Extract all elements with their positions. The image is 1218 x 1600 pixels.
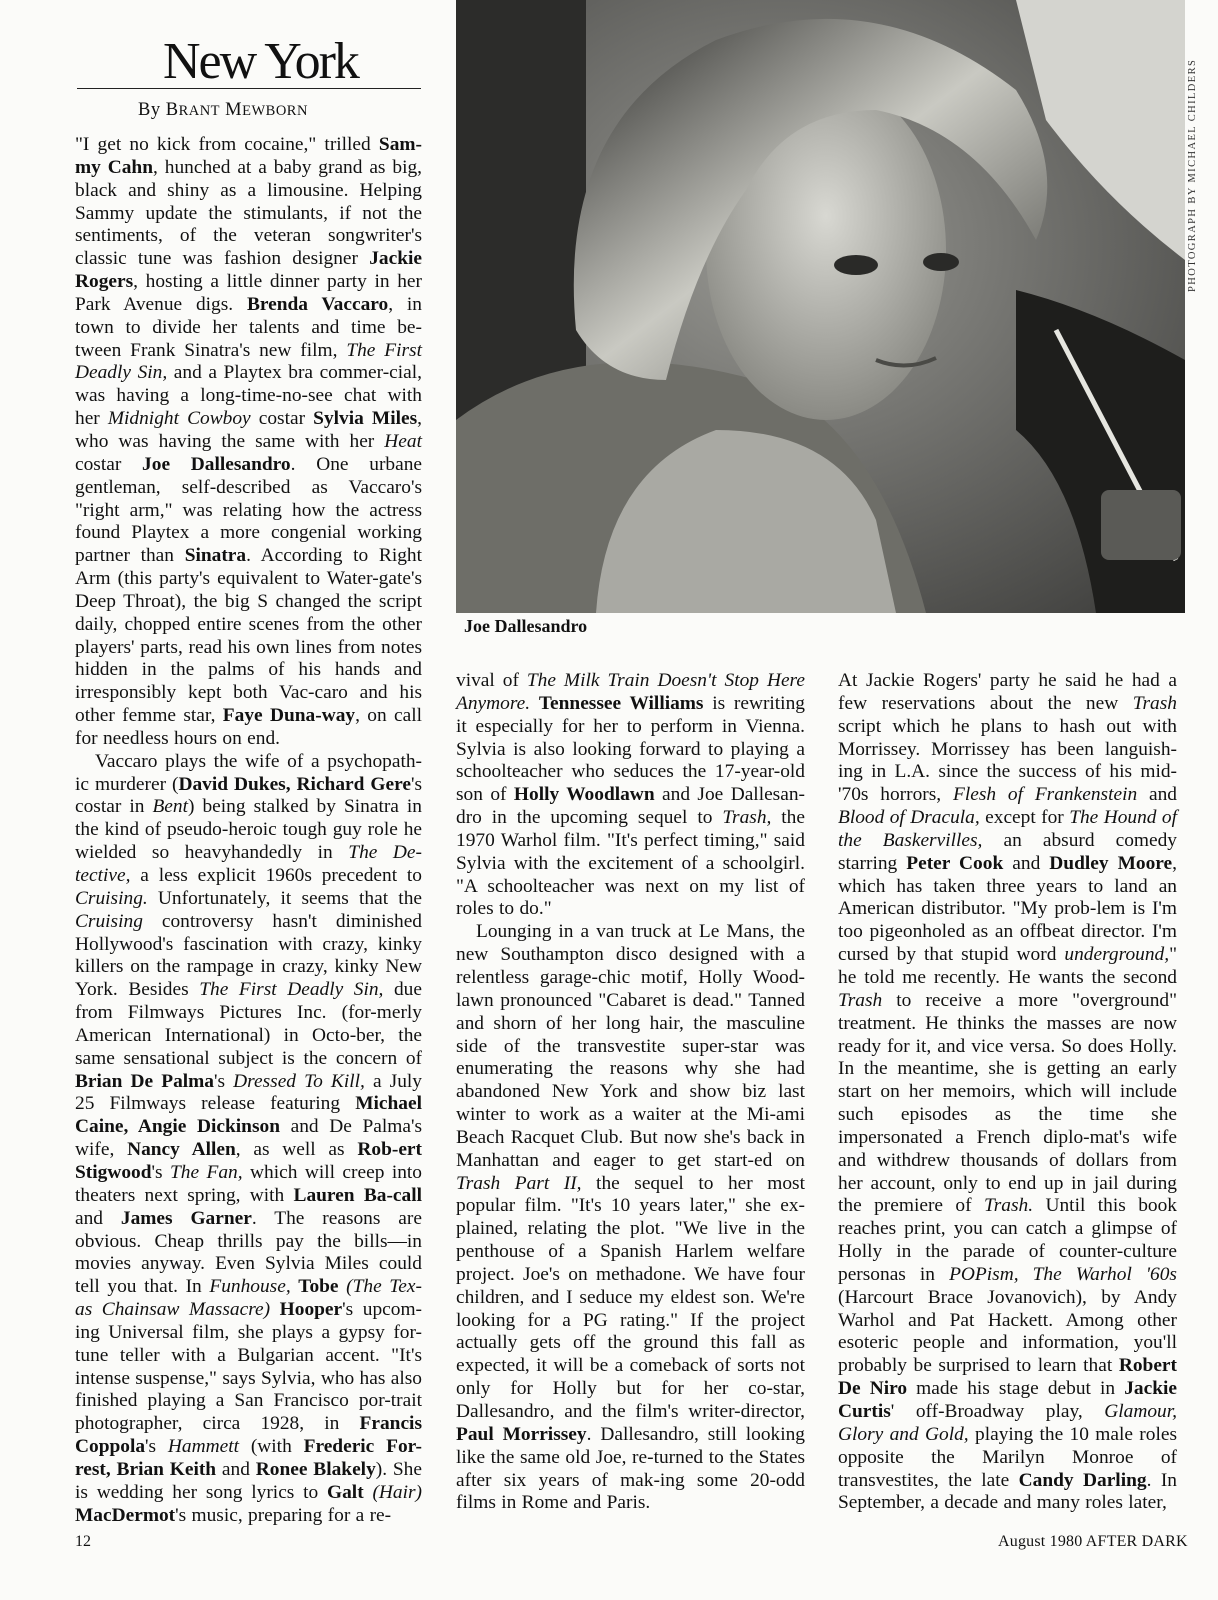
name-emphasis: David Dukes, Richard Gere: [178, 773, 411, 795]
title-emphasis: Midnight Cowboy: [107, 408, 251, 430]
photo-caption: Joe Dallesandro: [464, 616, 588, 636]
name-emphasis: Peter Cook: [906, 852, 1004, 874]
page-number: 12: [75, 1533, 91, 1550]
title-emphasis: Trash.: [984, 1195, 1034, 1217]
name-emphasis: Sylvia Miles: [313, 408, 418, 430]
title-emphasis: (The Tex-as Chainsaw Massacre): [75, 1276, 422, 1321]
photo-credit: PHOTOGRAPH BY MICHAEL CHILDERS: [1187, 58, 1198, 292]
title-emphasis: Trash Part II,: [456, 1172, 582, 1194]
name-emphasis: Brian De Palma: [75, 1070, 215, 1092]
title-emphasis: Trash: [838, 989, 883, 1011]
name-emphasis: Robert De Niro: [838, 1355, 1177, 1400]
title-emphasis: (Hair): [372, 1481, 422, 1503]
title-emphasis: Trash,: [722, 807, 772, 829]
name-emphasis: Francis Coppola: [75, 1413, 422, 1458]
name-emphasis: Nancy Allen: [127, 1139, 236, 1161]
name-emphasis: Frederic For-rest, Brian Keith: [75, 1436, 422, 1480]
title-emphasis: Glamour, Glory and Gold,: [838, 1401, 1177, 1445]
byline-first-initial: B: [165, 100, 179, 120]
title-emphasis: Dressed To Kill,: [233, 1070, 365, 1092]
name-emphasis: Joe Dallesandro: [142, 453, 291, 475]
name-emphasis: Ronee Blakely: [255, 1458, 376, 1480]
title-rule: [77, 88, 421, 89]
name-emphasis: Michael Caine, Angie Dickinson: [75, 1093, 422, 1138]
title-emphasis: Hammett: [167, 1436, 240, 1458]
name-emphasis: Jackie Curtis: [838, 1378, 1177, 1422]
name-emphasis: Rob-ert Stigwood: [75, 1139, 422, 1183]
title-emphasis: The Hound of the Baskervilles,: [838, 807, 1177, 851]
name-emphasis: MacDermot: [75, 1504, 176, 1526]
name-emphasis: Galt: [327, 1481, 364, 1503]
article-column-3: [838, 670, 1177, 1515]
name-emphasis: Sinatra: [184, 545, 247, 567]
name-emphasis: Brenda Vaccaro: [246, 293, 389, 315]
title-emphasis: Blood of Dracula,: [838, 807, 980, 829]
issue-folio: August 1980 AFTER DARK: [998, 1533, 1188, 1550]
name-emphasis: Faye Duna-way: [222, 705, 356, 727]
article-paragraph: Lounging in a van truck at Le Mans, the new Southampton disco designed with a relentless garage-chic motif, Holly Wood-lawn pronounced "Cabaret is dead." Tanned and shorn of her long hair, the masculine side of the transvestite super-star was enumerating the reasons why she had abandoned New York and show biz last winter to work as a waiter at the Mi-ami Beach Racquet Club. But now she's back in Manhattan and eager to get start-ed on Trash Part II, the sequel to her most popular film. "It's 10 years later," she ex-plained, relating the plot. "We live in the penthouse of a Spanish Harlem welfare project. Joe's on methadone. We have four children, and I seduce my eldest son. We're looking for a PG rating." If the project actually gets off the ground this fall as expected, it will be a comeback of sorts not only for Holly but for her co-star, Dallesandro, and the film's writer-director, Paul Morrissey. Dallesandro, still looking like the same old Joe, re-turned to the States after six years of mak-ing some 20-odd films in Rome and Paris.: [456, 921, 805, 1514]
name-emphasis: Tobe: [298, 1276, 339, 1298]
name-emphasis: Dudley Moore: [1049, 852, 1173, 874]
title-emphasis: Cruising.: [75, 887, 148, 909]
byline-last-initial: M: [225, 100, 243, 120]
byline: [138, 100, 308, 121]
title-emphasis: The Fan,: [169, 1161, 243, 1183]
name-emphasis: James Garner: [120, 1207, 252, 1229]
name-emphasis: Sam-my Cahn: [75, 134, 422, 178]
name-emphasis: Holly Woodlawn: [513, 784, 655, 806]
article-paragraph: "I get no kick from cocaine," trilled Sam-my Cahn, hunched at a baby grand as big, black and shiny as a limousine. Helping Sammy update the stimulants, if not the sentiments, of the veteran songwriter's classic tune was fashion designer Jackie Rogers, hosting a little dinner party in her Park Avenue digs. Brenda Vaccaro, in town to divide her talents and time be-tween Frank Sinatra's new film, The First Deadly Sin, and a Playtex bra commer-cial, was having a long-time-no-see chat with her Midnight Cowboy costar Sylvia Miles, who was having the same with her Heat costar Joe Dallesandro. One urbane gentleman, self-described as Vaccaro's "right arm," was relating how the actress found Playtex a more congenial working partner than Sinatra. According to Right Arm (this party's equivalent to Water-gate's Deep Throat), the big S changed the script daily, chopped entire scenes from the other players' parts, read his own lines from notes hidden in the palms of his hands and irresponsibly kept both Vac-caro and his other femme star, Faye Duna-way, on call for needless hours on end.: [75, 134, 423, 749]
article-title: New York: [163, 33, 358, 90]
article-column-1: [75, 134, 422, 1527]
article-column-2: [456, 670, 805, 1515]
title-emphasis: The Milk Train Doesn't Stop Here Anymore.: [456, 670, 805, 714]
name-emphasis: Candy Darling: [1018, 1469, 1147, 1491]
portrait-photo: [456, 0, 1185, 613]
name-emphasis: Hooper: [279, 1299, 343, 1321]
title-emphasis: The De-tective,: [75, 842, 422, 886]
article-paragraph: Vaccaro plays the wife of a psychopath-ic murderer (David Dukes, Richard Gere's costar in Bent) being stalked by Sinatra in the kind of pseudo-heroic tough guy role he wielded so heavyhandedly in The De-tective, a less explicit 1960s precedent to Cruising. Unfortunately, it seems that the Cruising controversy hasn't diminished Hollywood's fascination with crazy, kinky killers on the rampage in crazy, kinky New York. Besides The First Deadly Sin, due from Filmways Pictures Inc. (for-merly American International) in Octo-ber, the same sensational subject is the concern of Brian De Palma's Dressed To Kill, a July 25 Filmways release featuring Michael Caine, Angie Dickinson and De Palma's wife, Nancy Allen, as well as Rob-ert Stigwood's The Fan, which will creep into theaters next spring, with Lauren Ba-call and James Garner. The reasons are obvious. Cheap thrills pay the bills—in movies anyway. Even Sylvia Miles could tell you that. In Funhouse, Tobe (The Tex-as Chainsaw Massacre) Hooper's upcom-ing Universal film, she plays a gypsy for-tune teller with a Bulgarian accent. "It's intense suspense," says Sylvia, who has also finished playing a San Francisco por-trait photographer, circa 1928, in Francis Coppola's Hammett (with Frederic For-rest, Brian Keith and Ronee Blakely). She is wedding her song lyrics to Galt (Hair) MacDermot's music, preparing for a re-: [75, 750, 423, 1526]
title-emphasis: The First Deadly Sin,: [75, 339, 422, 384]
byline-first-rest: RANT: [178, 103, 221, 119]
name-emphasis: Tennessee Williams: [538, 692, 704, 714]
name-emphasis: Lauren Ba-call: [293, 1184, 422, 1206]
title-emphasis: The First Deadly Sin,: [199, 979, 384, 1001]
title-emphasis: Funhouse,: [209, 1276, 291, 1298]
name-emphasis: Paul Morrissey: [456, 1423, 587, 1445]
byline-by: By: [138, 100, 161, 120]
article-paragraph: At Jackie Rogers' party he said he had a few reservations about the new Trash script which he plans to hash out with Morrissey. Morrissey has been languish-ing in L.A. since the success of his mid-'70s horrors, Flesh of Frankenstein and Blood of Dracula, except for The Hound of the Baskervilles, an absurd comedy starring Peter Cook and Dudley Moore, which has taken three years to land an American distributor. "My prob-lem is I'm too pigeonholed as an offbeat director. I'm cursed by that stupid word underground," he told me recently. He wants the second Trash to receive a more "overground" treatment. He thinks the masses are now ready for it, and vice versa. So does Holly. In the meantime, she is getting an early start on her memoirs, which will include such episodes as the time she impersonated a French diplo-mat's wife and withdrew thousands of dollars from her account, only to end up in jail during the premiere of Trash. Until this book reaches print, you can catch a glimpse of Holly in the parade of counter-culture personas in POPism, The Warhol '60s (Harcourt Brace Jovanovich), by Andy Warhol and Pat Hackett. Among other esoteric people and information, you'll probably be surprised to learn that Robert De Niro made his stage debut in Jackie Curtis' off-Broadway play, Glamour, Glory and Gold, playing the 10 male roles opposite the Marilyn Monroe of transvestites, the late Candy Darling. In September, a decade and many roles later,: [838, 670, 1178, 1514]
title-emphasis: Heat: [384, 430, 422, 452]
name-emphasis: Jackie Rogers: [75, 248, 422, 293]
title-emphasis: Bent: [152, 796, 188, 818]
title-emphasis: underground,: [1064, 944, 1170, 966]
article-paragraph: vival of The Milk Train Doesn't Stop Here Anymore. Tennessee Williams is rewriting it especially for her to perform in Vienna. Sylvia is also looking forward to playing a schoolteacher who seduces the 17-year-old son of Holly Woodlawn and Joe Dallesan-dro in the upcoming sequel to Trash, the 1970 Warhol film. "It's perfect timing," said Sylvia with the excitement of a schoolgirl. "A schoolteacher was next on my list of roles to do.": [456, 670, 805, 920]
title-emphasis: POPism, The Warhol '60s: [949, 1263, 1177, 1285]
portrait-illustration: [456, 0, 1185, 613]
title-emphasis: Trash: [1132, 692, 1177, 714]
title-emphasis: Cruising: [75, 910, 143, 932]
byline-last-rest: EWBORN: [242, 103, 308, 119]
title-emphasis: Flesh of Frankenstein: [952, 784, 1138, 806]
